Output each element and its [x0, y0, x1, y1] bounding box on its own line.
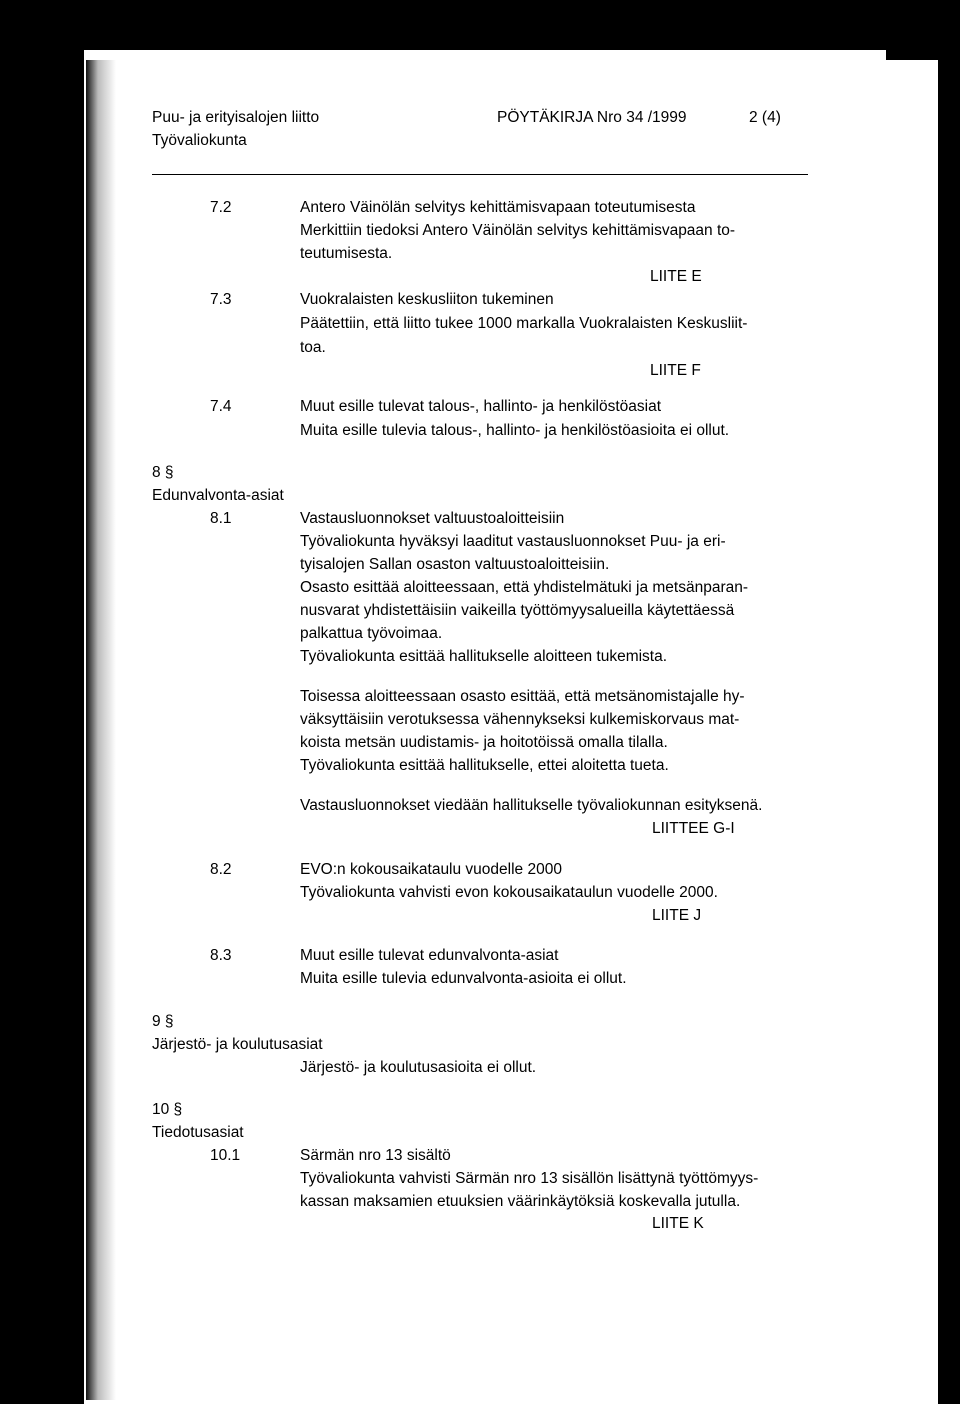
- body-line: Työvaliokunta esittää hallitukselle, ettei aloitetta tueta.: [300, 757, 669, 774]
- body-line: Työvaliokunta hyväksyi laaditut vastausluonnokset Puu- ja eri-: [300, 533, 726, 550]
- body-line: Työvaliokunta vahvisti evon kokousaikataulun vuodelle 2000.: [300, 884, 718, 901]
- body-line: Järjestö- ja koulutusasioita ei ollut.: [300, 1059, 537, 1076]
- item-title: Antero Väinölän selvitys kehittämisvapaan toteutumisesta: [300, 199, 696, 216]
- body-line: toa.: [300, 339, 326, 356]
- body-line: Vastausluonnokset viedään hallitukselle työvaliokunnan esityksenä.: [300, 797, 763, 814]
- item-title: Muut esille tulevat talous-, hallinto- ja henkilöstöasiat: [300, 398, 661, 415]
- body-line: Muita esille tulevia talous-, hallinto- ja henkilöstöasioita ei ollut.: [300, 422, 730, 439]
- body-line: Merkittiin tiedoksi Antero Väinölän selvitys kehittämisvapaan to-: [300, 222, 736, 239]
- header-page: 2 (4): [749, 109, 781, 126]
- body-line: kassan maksamien etuuksien väärinkäytöksiä koskevalla jutulla.: [300, 1193, 741, 1210]
- body-line: tyisalojen Sallan osaston valtuustoaloitteisiin.: [300, 556, 610, 573]
- item-number: 7.2: [210, 199, 232, 216]
- section-title: Järjestö- ja koulutusasiat: [152, 1036, 323, 1053]
- body-line: koista metsän uudistamis- ja hoitotöissä omalla tilalla.: [300, 734, 668, 751]
- item-title: Särmän nro 13 sisältö: [300, 1147, 451, 1164]
- attachment-label: LIITE K: [652, 1215, 704, 1232]
- item-title: Vuokralaisten keskusliiton tukeminen: [300, 291, 554, 308]
- item-title: Vastausluonnokset valtuustoaloitteisiin: [300, 510, 565, 527]
- section-number: 9 §: [152, 1013, 174, 1030]
- item-number: 8.3: [210, 947, 232, 964]
- body-line: teutumisesta.: [300, 245, 393, 262]
- body-line: Työvaliokunta vahvisti Särmän nro 13 sisällön lisättynä työttömyys-: [300, 1170, 759, 1187]
- item-number: 10.1: [210, 1147, 241, 1164]
- body-line: Työvaliokunta esittää hallitukselle aloitteen tukemista.: [300, 648, 668, 665]
- section-number: 10 §: [152, 1101, 183, 1118]
- item-number: 7.4: [210, 398, 232, 415]
- body-line: väksyttäisiin verotuksessa vähennykseksi kulkemiskorvaus mat-: [300, 711, 740, 728]
- section-number: 8 §: [152, 464, 174, 481]
- attachment-label: LIITE F: [650, 362, 701, 379]
- item-number: 8.1: [210, 510, 232, 527]
- header-rule: [152, 174, 808, 175]
- attachment-label: LIITTEE G-I: [652, 820, 735, 837]
- body-line: Muita esille tulevia edunvalvonta-asioita ei ollut.: [300, 970, 627, 987]
- item-number: 7.3: [210, 291, 232, 308]
- body-line: Osasto esittää aloitteessaan, että yhdistelmätuki ja metsänparan-: [300, 579, 749, 596]
- header-org: Puu- ja erityisalojen liitto: [152, 109, 320, 126]
- header-dept: Työvaliokunta: [152, 132, 247, 149]
- attachment-label: LIITE E: [650, 268, 702, 285]
- item-title: EVO:n kokousaikataulu vuodelle 2000: [300, 861, 562, 878]
- section-title: Tiedotusasiat: [152, 1124, 244, 1141]
- item-title: Muut esille tulevat edunvalvonta-asiat: [300, 947, 559, 964]
- item-number: 8.2: [210, 861, 232, 878]
- header-doc-type: PÖYTÄKIRJA Nro 34 /1999: [497, 109, 687, 126]
- body-line: Toisessa aloitteessaan osasto esittää, että metsänomistajalle hy-: [300, 688, 745, 705]
- body-line: Päätettiin, että liitto tukee 1000 markalla Vuokralaisten Keskusliit-: [300, 315, 748, 332]
- attachment-label: LIITE J: [652, 907, 702, 924]
- body-line: palkattua työvoimaa.: [300, 625, 443, 642]
- body-line: nusvarat yhdistettäisiin vaikeilla työttömyysalueilla käytettäessä: [300, 602, 735, 619]
- section-title: Edunvalvonta-asiat: [152, 487, 284, 504]
